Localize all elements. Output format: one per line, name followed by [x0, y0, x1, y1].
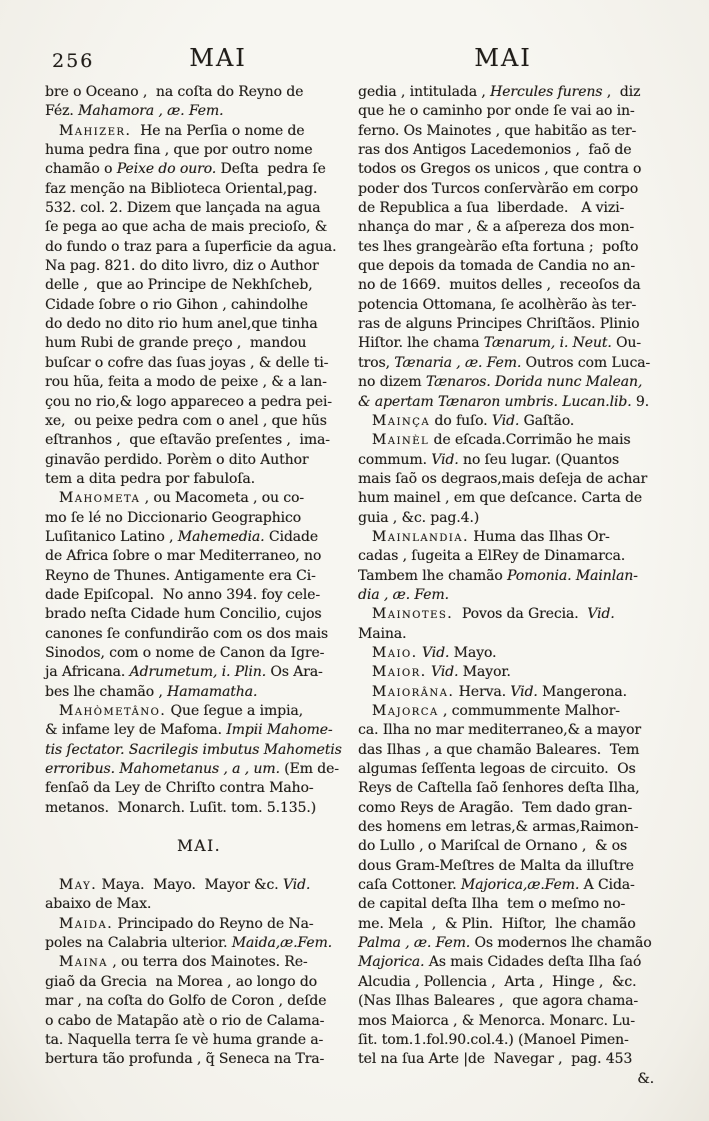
text-line — [358, 373, 670, 392]
text-line — [45, 393, 353, 412]
left-column — [45, 83, 353, 1070]
text-line — [358, 934, 670, 953]
body-text: huma pedra fina , que por outro nome — [45, 142, 313, 159]
body-text: no de 1669. muitos delles , receoſos da — [358, 277, 641, 294]
body-text: abaixo de Max. — [45, 896, 152, 913]
running-head-left: MAI — [189, 44, 247, 72]
text-line — [358, 528, 670, 547]
page-number: 256 — [52, 50, 95, 72]
text-line — [358, 199, 670, 218]
text-line — [45, 141, 353, 160]
body-text: He na Perſia o nome de — [131, 122, 305, 139]
body-text: dade Epiſcopal. No anno 394. foy cele- — [45, 586, 320, 603]
text-line — [358, 953, 670, 972]
text-line — [358, 915, 670, 934]
body-text: Deſta pedra ſe — [216, 161, 326, 178]
text-line — [358, 567, 670, 586]
entry-headword: Mainotes. — [371, 606, 454, 623]
body-text — [358, 529, 372, 545]
body-text: MAI. — [176, 837, 222, 856]
body-text: xe, ou peixe pedra com o anel , que hũs — [45, 412, 327, 429]
body-text: Mayo. — [449, 644, 497, 661]
text-line — [358, 83, 670, 102]
text-line — [45, 373, 353, 392]
body-text: mais ſaõ os degraos,mais deſeja de achar — [358, 470, 648, 487]
text-line — [358, 837, 670, 856]
body-text: 9. — [631, 393, 650, 410]
body-text: ca. Ilha no mar mediterraneo,& a mayor — [358, 722, 641, 739]
body-text — [358, 645, 372, 661]
body-text: &. — [637, 1070, 654, 1087]
text-line — [45, 605, 353, 624]
body-text: mo ſe lé no Diccionario Geographico — [45, 509, 302, 526]
right-column — [358, 83, 670, 1089]
text-line — [45, 470, 353, 489]
text-line — [45, 586, 353, 605]
body-text: giaõ da Grecia na Morea , ao longo do — [45, 973, 317, 990]
italic-text: Tænaros. Dorida nunc Malean, — [425, 374, 643, 391]
text-line — [358, 451, 670, 470]
text-line — [45, 992, 353, 1011]
text-line — [45, 160, 353, 179]
body-text: Os Ara- — [266, 664, 323, 681]
text-line — [45, 760, 353, 779]
italic-text: Tænarum, i. Neut. — [483, 335, 612, 352]
text-line — [45, 973, 353, 992]
text-line — [45, 702, 353, 721]
body-text: faz menção na Biblioteca Oriental,pag. — [45, 180, 318, 197]
body-text: des homens em letras,& armas,Raimon- — [358, 819, 639, 836]
text-line — [45, 451, 353, 470]
text-line — [358, 605, 670, 624]
text-line — [45, 528, 353, 547]
text-line — [358, 489, 670, 508]
text-line — [45, 296, 353, 315]
body-text: Na pag. 821. do dito livro, diz o Author — [45, 258, 319, 275]
body-text: Os modernos lhe chamão — [470, 935, 652, 952]
body-text: Mayor. — [458, 664, 511, 681]
text-line — [358, 721, 670, 740]
body-text: como Reys de Aragão. Tem dado gran- — [358, 799, 633, 816]
body-text: commum. — [358, 451, 432, 468]
text-line — [358, 547, 670, 566]
text-line — [45, 257, 353, 276]
body-text: de Republica a ſua liberdade. A vizi- — [358, 200, 625, 217]
italic-text: Maida,æ.Fem. — [231, 935, 332, 952]
text-line — [358, 799, 670, 818]
body-text: Maina. — [358, 625, 407, 642]
entry-headword: Mahizer. — [58, 122, 132, 139]
body-text: buſcar o cofre das ſuas joyas , & delle ti- — [45, 354, 329, 371]
body-text: eſtranhos , que eſtavão preſentes , ima- — [45, 432, 330, 449]
body-text: hum Rubi de grande preço , mandou — [45, 335, 307, 352]
italic-text: Mahamora , æ. Fem. — [78, 103, 224, 120]
body-text: Povos da Grecia. — [453, 606, 588, 623]
body-text: que he o caminho por onde ſe vai ao in- — [358, 103, 635, 120]
text-line — [358, 276, 670, 295]
body-text: Outros com Luca- — [521, 354, 651, 371]
body-text: algumas ſeſſenta legoas de circuito. Os — [358, 761, 636, 778]
text-line — [358, 1050, 670, 1069]
text-line — [358, 973, 670, 992]
body-text: tros, — [358, 354, 395, 371]
text-line — [45, 1012, 353, 1031]
text-line — [45, 218, 353, 237]
text-line — [45, 315, 353, 334]
body-text: chamão o — [45, 161, 117, 178]
entry-headword: Mainlandia. — [371, 528, 469, 545]
text-line — [45, 683, 353, 702]
body-text: Alcudia , Pollencia , Arta , Hinge , &c. — [358, 973, 637, 990]
text-line — [358, 1031, 670, 1050]
body-text: (Em de- — [279, 761, 339, 778]
text-line — [358, 393, 670, 412]
body-text — [358, 684, 372, 700]
body-text: cadas , ſugeita a ElRey de Dinamarca. — [358, 548, 626, 565]
text-line — [358, 141, 670, 160]
text-line — [45, 876, 353, 895]
body-text: Ou- — [611, 335, 641, 352]
body-text: bertura tão profunda , q̃ Seneca na Tra- — [45, 1051, 325, 1068]
body-text: ſit. tom.1.fol.90.col.4.) (Manoel Pimen- — [358, 1031, 629, 1048]
italic-text: Majorica,æ.Fem. — [460, 877, 580, 894]
text-line — [358, 431, 670, 450]
body-text: ta. Naquella terra ſe vè huma grande a- — [45, 1031, 324, 1048]
body-text: (Nas Ilhas Baleares , que agora chama- — [358, 993, 639, 1010]
body-text: tem a dita pedra por fabuloſa. — [45, 470, 255, 487]
text-line — [45, 122, 353, 141]
text-line — [358, 509, 670, 528]
text-line — [45, 509, 353, 528]
body-text — [358, 413, 372, 429]
body-text: Cidade — [264, 528, 318, 545]
body-text: mar , na coſta do Golfo de Coron , deſde — [45, 993, 327, 1010]
text-line — [358, 683, 670, 702]
text-line — [358, 625, 670, 644]
body-text: no dizem — [358, 374, 426, 391]
body-text — [358, 664, 372, 680]
body-text: me. Mela , & Plin. Hiſtor, lhe chamão — [358, 915, 636, 932]
body-text: Cidade ſobre o rio Gihon , cahindolhe — [45, 296, 308, 313]
body-text: do dedo no dito rio hum anel,que tinha — [45, 316, 318, 333]
body-text: hum mainel , em que deſcance. Carta de — [358, 490, 642, 507]
body-text: caſa Cottoner. — [358, 877, 461, 894]
body-text: metanos. Monarch. Luſit. tom. 5.135.) — [45, 799, 317, 816]
body-text: que depois da tomada de Candia no an- — [358, 258, 635, 275]
text-line — [358, 741, 670, 760]
text-line — [45, 489, 353, 508]
body-text: ras de alguns Principes Chriſtãos. Plinio — [358, 316, 640, 333]
body-text — [358, 432, 372, 448]
text-line — [358, 334, 670, 353]
text-line — [45, 857, 353, 876]
italic-text: Vid. — [587, 606, 615, 623]
italic-text: Adrumetum, i. Plin. — [129, 664, 266, 681]
text-line — [45, 354, 353, 373]
text-line — [358, 1012, 670, 1031]
entry-headword: May. — [58, 877, 98, 894]
text-line — [358, 238, 670, 257]
italic-text: Vid. — [430, 664, 459, 681]
text-line — [45, 895, 353, 914]
italic-text: Vid. — [421, 644, 450, 661]
body-text: Mangerona. — [537, 683, 627, 700]
body-text: das Ilhas , a que chamão Baleares. Tem — [358, 741, 640, 758]
body-text — [45, 703, 59, 719]
body-text: ſe pega ao que acha de mais precioſo, & — [45, 219, 328, 236]
body-text — [45, 490, 59, 506]
text-line — [358, 644, 670, 663]
text-line — [358, 586, 670, 605]
italic-text: dia , æ. Fem. — [358, 586, 449, 603]
text-line — [45, 199, 353, 218]
text-line — [358, 412, 670, 431]
text-line — [358, 354, 670, 373]
text-line — [358, 992, 670, 1011]
entry-headword: Mainèl — [371, 432, 430, 449]
body-text: de Africa ſobre o mar Mediterraneo, no — [45, 548, 322, 565]
body-text: delle , que ao Principe de Nekhſcheb, — [45, 277, 313, 294]
text-line — [358, 818, 670, 837]
body-text: do fuſo. — [430, 412, 492, 429]
text-line — [45, 915, 353, 934]
body-text: Herva. — [454, 683, 511, 700]
body-text: , ou Macometa , ou co- — [140, 490, 304, 507]
italic-text: Majorica. — [358, 954, 425, 971]
text-line — [45, 934, 353, 953]
text-line — [45, 102, 353, 121]
text-line — [358, 122, 670, 141]
italic-text: Impii Mahome- — [226, 722, 333, 739]
text-line — [45, 1050, 353, 1069]
italic-text: Vid. — [431, 451, 459, 468]
entry-headword: Maior. — [371, 664, 427, 681]
italic-text: Pomonia. Mainlan- — [506, 567, 638, 584]
body-text: Maya. Mayo. Mayor &c. — [97, 877, 283, 894]
body-text: rou hũa, feita a modo de peixe , & a lan- — [45, 374, 327, 391]
text-line — [358, 160, 670, 179]
body-text: Huma das Ilhas Or- — [468, 528, 610, 545]
text-line — [358, 180, 670, 199]
text-line — [45, 83, 353, 102]
entry-headword: Maina — [58, 954, 108, 971]
body-text: Luſitanico Latino , — [45, 528, 178, 545]
text-line — [358, 760, 670, 779]
body-text: o cabo de Matapão atè o rio de Calama- — [45, 1012, 325, 1029]
body-text: mos Maiorca , & Menorca. Monarc. Lu- — [358, 1012, 635, 1029]
italic-text: erroribus. Mahometanus , a , um. — [45, 761, 280, 778]
text-line — [45, 625, 353, 644]
text-line — [45, 567, 353, 586]
body-text: , diz — [602, 84, 641, 100]
entry-headword: Maida. — [58, 915, 114, 932]
body-text: canones ſe confundirão com os dos mais — [45, 625, 328, 642]
body-text: tel na ſua Arte |de Navegar , pag. 453 — [358, 1051, 633, 1068]
entry-headword: Mainça — [371, 412, 431, 429]
body-text — [45, 123, 59, 139]
entry-headword: Maiorâna. — [371, 683, 455, 700]
body-text: Féz. — [45, 103, 79, 120]
italic-text: Vid. — [491, 412, 520, 429]
text-line — [45, 1031, 353, 1050]
body-text: ferno. Os Mainotes , que habitão as ter- — [358, 122, 637, 139]
text-line — [358, 257, 670, 276]
body-text: As mais Cidades deſta Ilha ſaó — [424, 954, 642, 971]
body-text: de eſcada.Corrimão he mais — [429, 432, 631, 449]
text-line — [358, 315, 670, 334]
body-text: ja Africana. — [45, 664, 130, 681]
text-line — [45, 741, 353, 760]
body-text: ras dos Antigos Lacedemonios , faõ de — [358, 142, 632, 159]
body-text: Reys de Caſtella ſaõ ſenhores deſta Ilha, — [358, 780, 640, 797]
catchword — [358, 1070, 670, 1089]
text-line — [358, 895, 670, 914]
entry-headword: Mahòmetâno. — [58, 703, 167, 719]
body-text: do Lullo , o Mariſcal de Ornano , & os — [358, 838, 628, 855]
entry-headword: Maio. — [371, 644, 418, 661]
body-text: Reyno de Thunes. Antigamente era Ci- — [45, 567, 316, 584]
body-text: & infame ley de Mafoma. — [45, 722, 227, 739]
body-text: tes lhes grangeàrão eſta fortuna ; poſto — [358, 238, 639, 255]
body-text: do fundo o traz para a ſuperficie da agua. — [45, 238, 337, 255]
body-text: Gaſtão. — [519, 412, 575, 429]
body-text: bes lhe chamão , — [45, 683, 168, 700]
text-line — [45, 547, 353, 566]
body-text: , ou terra dos Mainotes. Re- — [107, 954, 308, 971]
italic-text: Mahemedia. — [177, 528, 265, 545]
italic-text: Vid. — [510, 683, 538, 700]
body-text: poles na Calabria ulterior. — [45, 935, 232, 952]
text-line — [45, 180, 353, 199]
text-line — [45, 663, 353, 682]
text-line — [45, 412, 353, 431]
body-text — [45, 916, 59, 932]
text-line — [358, 663, 670, 682]
italic-text: tis ſectator. Sacrilegis imbutus Mahometis — [45, 741, 342, 758]
italic-text: Hamamatha. — [167, 683, 258, 700]
italic-text: Peixe do ouro. — [116, 161, 217, 178]
body-text: todos os Gregos os unicos , que contra o — [358, 161, 642, 178]
body-text — [45, 877, 59, 893]
body-text: A Cida- — [579, 877, 635, 894]
section-heading — [45, 837, 353, 856]
text-line — [358, 857, 670, 876]
body-text: , commummente Malhor- — [438, 703, 620, 719]
body-text: gedia , intitulada , — [358, 84, 491, 100]
text-line — [45, 276, 353, 295]
body-text — [45, 954, 59, 970]
body-text: nhança do mar , & a aſpereza dos mon- — [358, 219, 634, 236]
text-line — [358, 470, 670, 489]
body-text: de capital deſta Ilha tem o meſmo no- — [358, 896, 626, 913]
text-line — [358, 779, 670, 798]
body-text: potencia Ottomana, ſe acolhèrão às ter- — [358, 296, 637, 313]
body-text: Sinodos, com o nome de Canon da Igre- — [45, 644, 325, 661]
body-text: Principado do Reyno de Na- — [113, 915, 314, 932]
body-text: 532. col. 2. Dizem que lançada na agua — [45, 200, 321, 217]
text-line — [45, 238, 353, 257]
italic-text: Vid. — [282, 877, 311, 894]
running-head-right: MAI — [474, 44, 532, 72]
body-text: fenſaõ da Ley de Chriſto contra Maho- — [45, 780, 314, 797]
body-text: çou no rio,& logo appareceo a pedra pei- — [45, 393, 332, 410]
body-text: guia , &c. pag.4.) — [358, 509, 480, 526]
text-line — [45, 644, 353, 663]
text-line — [45, 779, 353, 798]
text-line — [45, 334, 353, 353]
italic-text: & apertam Tænaron umbris. Lucan.lib. — [358, 393, 632, 410]
text-line — [45, 799, 353, 818]
entry-headword: Mahometa — [58, 490, 141, 507]
body-text: Que ſegue a impia, — [166, 703, 303, 719]
body-text: Tambem lhe chamão — [358, 567, 507, 584]
body-text: bre o Oceano , na coſta do Reyno de — [45, 84, 304, 100]
body-text: poder dos Turcos conſervàrão em corpo — [358, 180, 639, 197]
italic-text: Palma , æ. Fem. — [358, 935, 471, 952]
body-text: brado neſta Cidade hum Concilio, cujos — [45, 606, 322, 623]
text-line — [358, 296, 670, 315]
text-line — [358, 702, 670, 721]
body-text — [358, 606, 372, 622]
text-line — [358, 218, 670, 237]
text-line — [358, 876, 670, 895]
text-line — [45, 818, 353, 837]
text-line — [45, 431, 353, 450]
body-text: dous Gram-Meſtres de Malta da illuſtre — [358, 857, 634, 874]
body-text: ginavão perdido. Porèm o dito Author — [45, 451, 309, 468]
body-text — [358, 703, 372, 719]
italic-text: Tænaria , æ. Fem. — [394, 354, 522, 371]
italic-text: Hercules furens — [490, 84, 603, 100]
text-line — [45, 953, 353, 972]
text-line — [45, 721, 353, 740]
text-line — [358, 102, 670, 121]
body-text: Hiſtor. lhe chama — [358, 335, 484, 352]
entry-headword: Majorca — [371, 703, 439, 719]
body-text: no ſeu lugar. (Quantos — [458, 451, 619, 468]
